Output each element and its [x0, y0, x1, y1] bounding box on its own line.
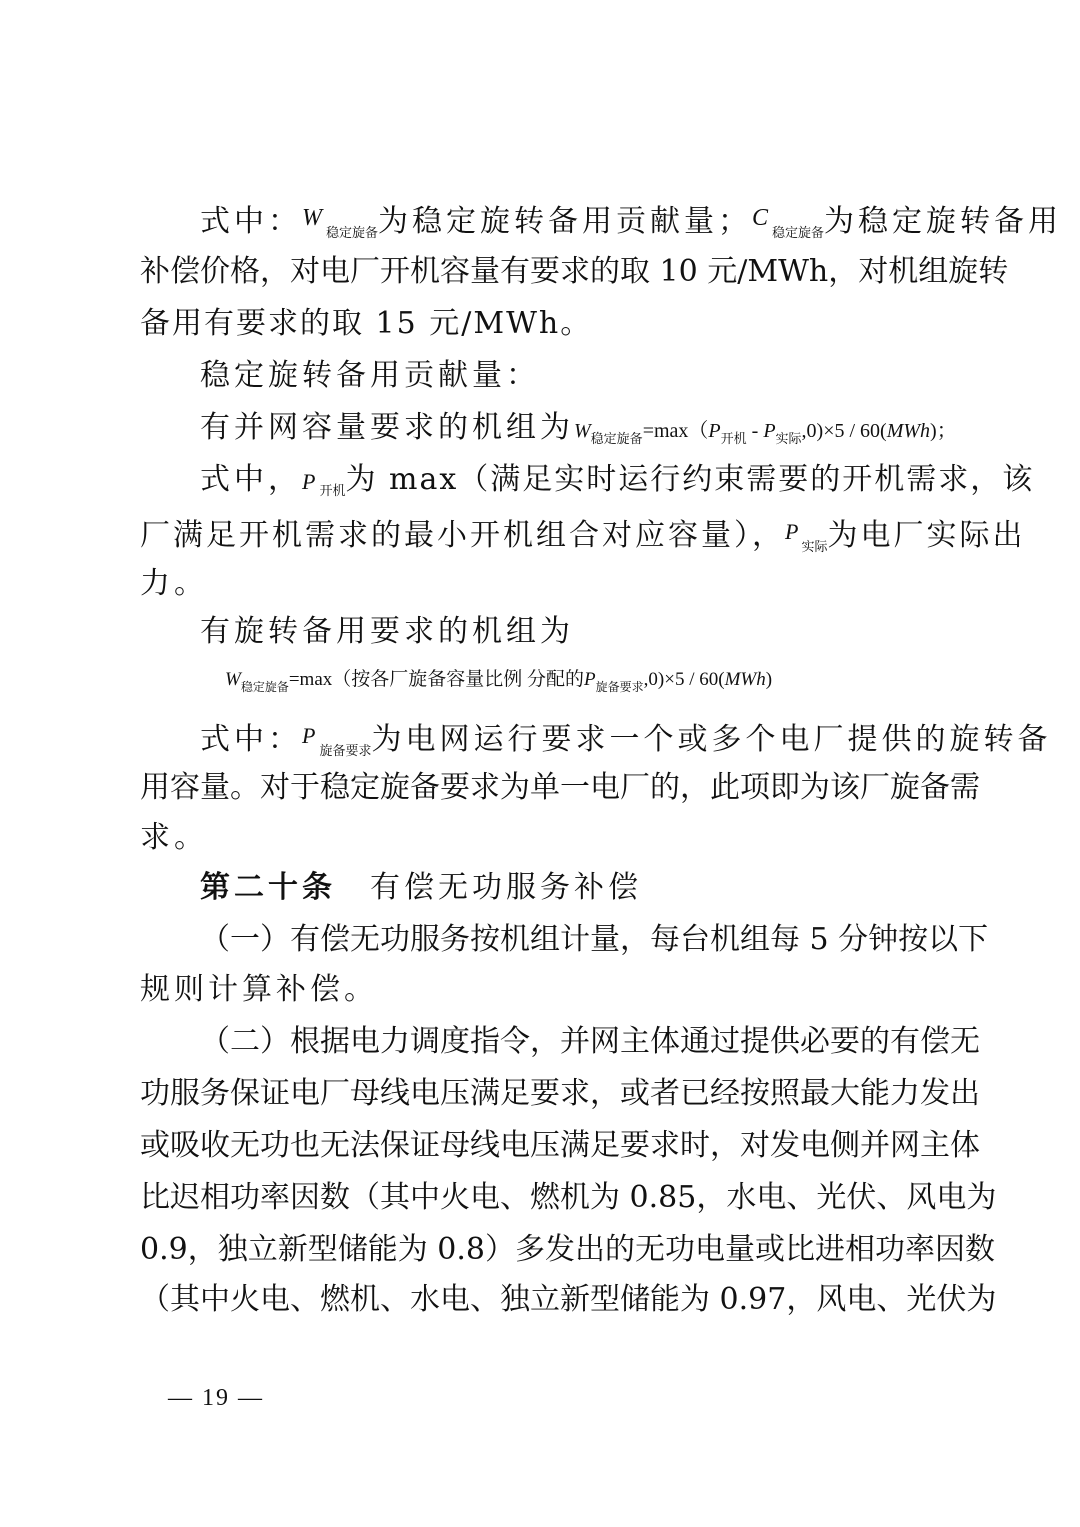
paragraph-line: 备用有要求的取 15 元/MWh。 — [140, 306, 593, 341]
formula-subscript: 实际 — [775, 431, 802, 446]
paragraph-line: 有旋转备用要求的机组为 — [200, 614, 574, 649]
formula-symbol: P — [584, 669, 596, 690]
article-heading — [200, 868, 940, 908]
formula-symbol: W — [574, 420, 591, 442]
formula-text: ) — [765, 669, 773, 690]
formula-line — [200, 408, 957, 459]
paragraph-line: 稳定旋转备用贡献量： — [200, 358, 540, 393]
text-segment: 为电网运行要求一个或多个电厂提供的旋转备 — [371, 722, 1052, 757]
text-segment: 有并网容量要求的机组为 — [200, 410, 574, 445]
paragraph-line: （二）根据电力调度指令，并网主体通过提供必要的有偿无 — [200, 1024, 980, 1059]
paragraph-line — [200, 460, 1035, 512]
text-prefix: 式中： — [200, 204, 302, 239]
text-prefix: 式中： — [200, 722, 302, 757]
paragraph-line: 或吸收无功也无法保证母线电压满足要求时，对发电侧并网主体 — [140, 1128, 980, 1163]
formula-symbol: C — [752, 205, 773, 231]
article-number: 第二十条 — [200, 870, 336, 905]
paragraph-line: 0.9，独立新型储能为 0.8）多发出的无功电量或比进相功率因数 — [140, 1232, 995, 1267]
paragraph-line: 功服务保证电厂母线电压满足要求，或者已经按照最大能力发出 — [140, 1076, 980, 1111]
formula-symbol: P — [763, 420, 776, 442]
formula-subscript: 稳定旋备 — [590, 431, 643, 446]
page-number: — 19 — — [168, 1385, 264, 1411]
formula-symbol: W — [225, 669, 241, 690]
paragraph-line: 补偿价格，对电厂开机容量有要求的取 10 元/MWh，对机组旋转 — [140, 254, 1009, 289]
formula-subscript: 旋备要求 — [319, 744, 372, 759]
text-segment: 为 max（满足实时运行约束需要的开机需求，该 — [345, 462, 1035, 497]
paragraph-line — [140, 512, 1026, 568]
text-segment: 为电厂实际出 — [827, 518, 1026, 553]
formula-text: - — [746, 420, 764, 442]
paragraph-line: （一）有偿无功服务按机组计量，每台机组每 5 分钟按以下 — [200, 922, 989, 957]
paragraph-line — [200, 716, 1052, 772]
formula-subscript: 稳定旋备 — [326, 226, 379, 241]
formula-text: =max（按各厂旋备容量比例 分配的 — [288, 669, 585, 690]
formula-unit: MWh — [724, 669, 766, 690]
formula-unit: MWh — [886, 420, 931, 442]
article-title: 有偿无功服务补偿 — [370, 870, 642, 905]
inline-formula — [574, 420, 957, 446]
paragraph-line: 比迟相功率因数（其中火电、燃机为 0.85，水电、光伏、风电为 — [140, 1180, 997, 1215]
formula-symbol: P — [302, 469, 320, 494]
formula-text: ,0)×5 / 60( — [801, 420, 887, 442]
formula-symbol: P — [785, 519, 802, 544]
paragraph-line: 规则计算补偿。 — [140, 972, 378, 1007]
formula-subscript: 实际 — [801, 540, 828, 555]
text-segment: 为稳定旋转备用贡献量； — [378, 204, 753, 239]
formula-text: =max（ — [642, 420, 709, 442]
formula-text: ,0)×5 / 60( — [643, 669, 725, 690]
formula-subscript: 稳定旋备 — [240, 680, 289, 694]
formula-subscript: 旋备要求 — [595, 680, 644, 694]
formula-subscript: 开机 — [720, 431, 747, 446]
formula-symbol: W — [302, 205, 326, 231]
paragraph-line: 求。 — [140, 820, 208, 855]
display-formula — [225, 660, 925, 707]
paragraph-line: 力。 — [140, 566, 208, 601]
paragraph-line — [200, 198, 1063, 254]
paragraph-line: 用容量。对于稳定旋备要求为单一电厂的，此项即为该厂旋备需 — [140, 770, 980, 805]
formula-symbol: P — [708, 420, 721, 442]
text-segment: 厂满足开机需求的最小开机组合对应容量）， — [140, 518, 785, 553]
paragraph-line: （其中火电、燃机、水电、独立新型储能为 0.97，风电、光伏为 — [140, 1282, 997, 1317]
formula-subscript: 稳定旋备 — [772, 226, 825, 241]
formula-text: )； — [930, 420, 957, 442]
text-segment: 为稳定旋转备用 — [824, 204, 1063, 239]
text-prefix: 式中， — [200, 462, 302, 497]
formula-symbol: P — [302, 723, 320, 748]
formula-subscript: 开机 — [319, 484, 346, 499]
